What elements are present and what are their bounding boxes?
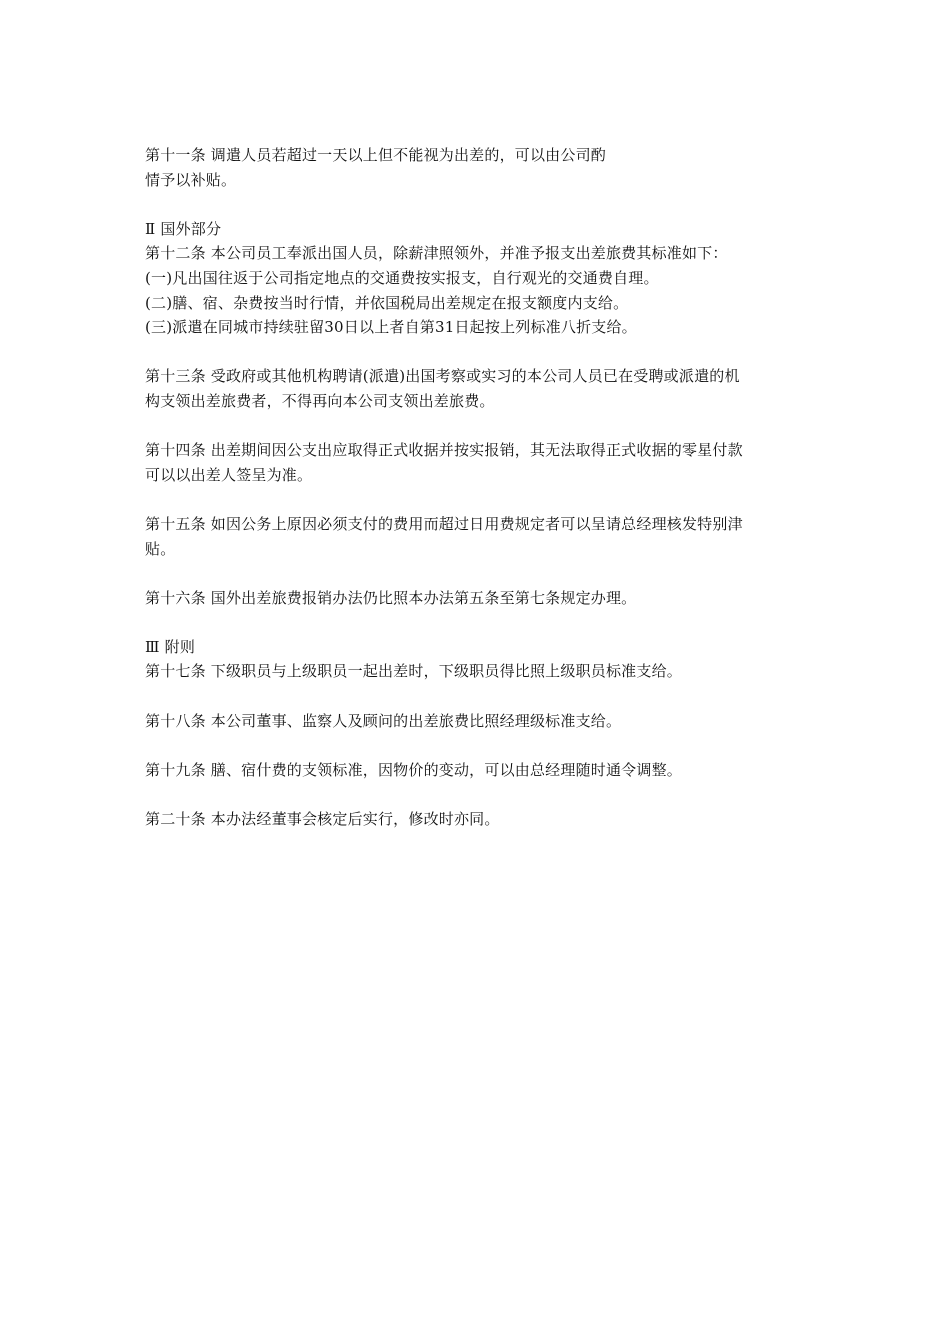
article-19 xyxy=(145,758,810,783)
article-12-item-3: (三)派遣在同城市持续驻留30日以上者自第31日起按上列标准八折支给。 xyxy=(145,318,637,337)
article-17-line-1: 第十七条 下级职员与上级职员一起出差时，下级职员得比照上级职员标准支给。 xyxy=(145,662,682,681)
article-16 xyxy=(145,586,810,611)
article-13-line-1: 第十三条 受政府或其他机构聘请(派遣)出国考察或实习的本公司人员已在受聘或派遣的机 xyxy=(145,367,740,386)
article-13-line-2: 构支领出差旅费者，不得再向本公司支领出差旅费。 xyxy=(145,391,495,410)
paragraph-gap xyxy=(145,487,810,512)
article-18-line-1: 第十八条 本公司董事、监察人及顾问的出差旅费比照经理级标准支给。 xyxy=(145,711,622,730)
article-20-line-1: 第二十条 本办法经董事会核定后实行，修改时亦同。 xyxy=(145,810,500,829)
document-body xyxy=(145,143,810,832)
article-12-line-1: 第十二条 本公司员工奉派出国人员，除薪津照领外，并准予报支出差旅费其标准如下： xyxy=(145,244,728,263)
section-heading-appendix: Ⅲ 附则 xyxy=(145,637,196,656)
paragraph-gap xyxy=(145,340,810,365)
article-14-line-2: 可以以出差人签呈为准。 xyxy=(145,465,313,484)
article-20 xyxy=(145,807,810,832)
article-12-item-1: (一)凡出国往返于公司指定地点的交通费按实报支，自行观光的交通费自理。 xyxy=(145,268,659,287)
paragraph-gap xyxy=(145,782,810,807)
paragraph-gap xyxy=(145,414,810,439)
article-15-line-2: 贴。 xyxy=(145,539,176,558)
article-14-line-1: 第十四条 出差期间因公支出应取得正式收据并按实报销，其无法取得正式收据的零星付款 xyxy=(145,441,743,460)
paragraph-gap xyxy=(145,561,810,586)
article-17 xyxy=(145,659,810,684)
paragraph-gap xyxy=(145,684,810,709)
article-18 xyxy=(145,709,810,734)
article-11-line-1: 第十一条 调遣人员若超过一天以上但不能视为出差的，可以由公司酌 xyxy=(145,146,606,164)
paragraph-gap xyxy=(145,610,810,635)
article-14 xyxy=(145,438,810,487)
article-12 xyxy=(145,241,810,339)
article-12-item-2: (二)膳、宿、杂费按当时行情，并依国税局出差规定在报支额度内支给。 xyxy=(145,293,629,312)
article-15-line-1: 第十五条 如因公务上原因必须支付的费用而超过日用费规定者可以呈请总经理核发特别津 xyxy=(145,514,743,533)
article-11-line-2: 情予以补贴。 xyxy=(145,170,237,189)
section-heading-foreign: Ⅱ 国外部分 xyxy=(145,219,222,238)
article-11 xyxy=(145,143,810,192)
article-15 xyxy=(145,512,810,561)
paragraph-gap xyxy=(145,192,810,217)
article-16-line-1: 第十六条 国外出差旅费报销办法仍比照本办法第五条至第七条规定办理。 xyxy=(145,588,637,607)
article-19-line-1: 第十九条 膳、宿什费的支领标准，因物价的变动，可以由总经理随时通令调整。 xyxy=(145,760,682,779)
paragraph-gap xyxy=(145,733,810,758)
article-13 xyxy=(145,364,810,413)
